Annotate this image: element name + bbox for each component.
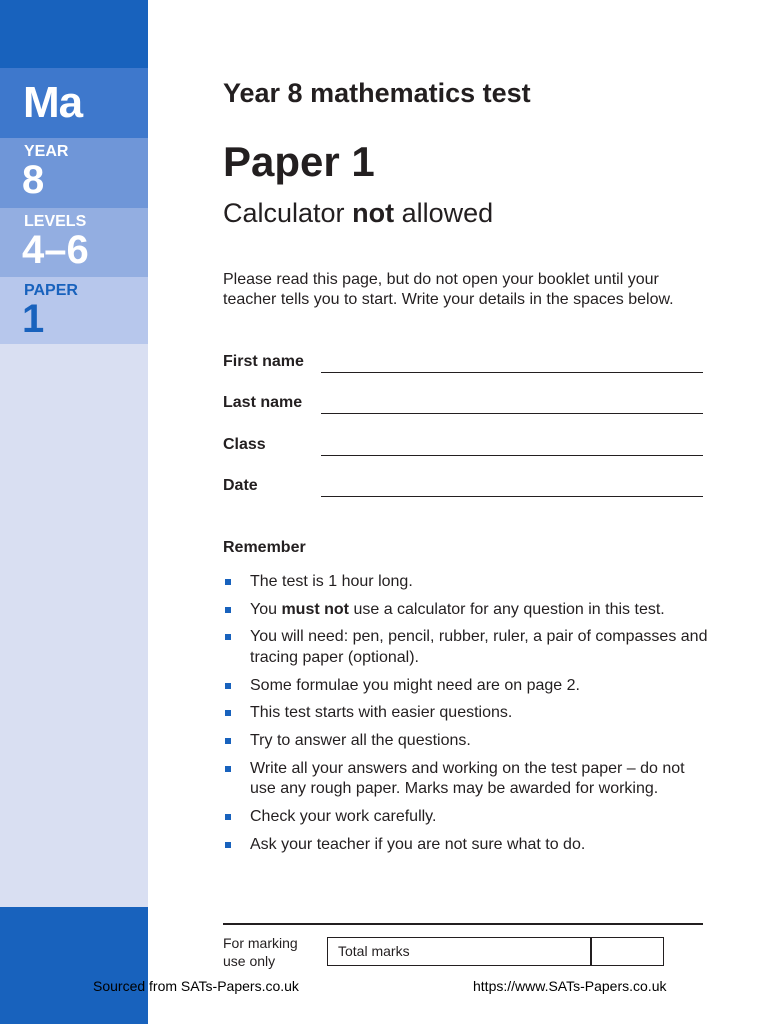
list-item-text: Some formulae you might need are on page 2. — [250, 676, 580, 694]
list-item-text: Try to answer all the questions. — [250, 731, 471, 749]
list-item-text: You will need: pen, pencil, rubber, ruler, a pair of compasses and tracing paper (optional). — [250, 628, 708, 666]
total-marks-label: Total marks — [338, 943, 410, 959]
sidebar — [0, 0, 148, 1024]
class-label: Class — [223, 436, 266, 453]
list-item — [223, 835, 713, 856]
bullet-square-icon — [225, 842, 231, 848]
calculator-rule — [223, 198, 493, 229]
first-name-field[interactable] — [223, 353, 703, 377]
list-item — [223, 703, 713, 724]
list-item — [223, 627, 713, 668]
bullet-square-icon — [225, 814, 231, 820]
list-item — [223, 731, 713, 752]
source-credit: Sourced from SATs-Papers.co.uk — [93, 978, 299, 994]
bullet-square-icon — [225, 634, 231, 640]
class-line[interactable] — [321, 455, 703, 456]
total-marks-field[interactable] — [590, 937, 664, 966]
levels-label: LEVELS — [24, 213, 87, 230]
list-item-text: The test is 1 hour long. — [250, 573, 413, 590]
list-item-text-after: use a calculator for any question in this test. — [349, 600, 665, 618]
year-value: 8 — [22, 158, 45, 202]
remember-heading: Remember — [223, 539, 306, 556]
test-title: Year 8 mathematics test — [223, 78, 531, 108]
bullet-square-icon — [225, 710, 231, 716]
list-item-text: Check your work carefully. — [250, 807, 437, 825]
first-name-line[interactable] — [321, 372, 703, 373]
date-label: Date — [223, 477, 258, 494]
last-name-label: Last name — [223, 394, 303, 411]
date-line[interactable] — [321, 496, 703, 497]
list-item-text: Write all your answers and working on the test paper – do not use any rough paper. Marks may be awarded for working. — [250, 759, 685, 798]
paper-block — [0, 277, 148, 344]
bullet-square-icon — [225, 766, 231, 772]
first-name-label: First name — [223, 353, 304, 370]
calculator-prefix: Calculator — [223, 198, 345, 228]
paper-title: Paper 1 — [223, 138, 375, 185]
last-name-field[interactable] — [223, 394, 703, 418]
calculator-suffix: allowed — [401, 198, 494, 228]
last-name-line[interactable] — [321, 413, 703, 414]
levels-value: 4–6 — [22, 228, 89, 272]
subject-block — [0, 68, 148, 138]
bullet-square-icon — [225, 683, 231, 689]
paper-value: 1 — [22, 297, 45, 341]
list-item — [223, 759, 713, 800]
date-field[interactable] — [223, 477, 703, 501]
list-item — [223, 572, 713, 593]
source-url-link[interactable]: https://www.SATs-Papers.co.uk — [473, 978, 667, 994]
list-item-text: This test starts with easier questions. — [250, 704, 513, 722]
intro-instructions: Please read this page, but do not open your booklet until your teacher tells you to start. Write your details in the spaces below. — [223, 271, 674, 308]
year-label: YEAR — [24, 143, 69, 160]
marking-label: For marking use only — [223, 935, 298, 969]
divider — [223, 923, 703, 925]
list-item — [223, 676, 713, 697]
sidebar-top-band — [0, 0, 148, 68]
list-item — [223, 807, 713, 828]
bullet-square-icon — [225, 579, 231, 585]
class-field[interactable] — [223, 436, 703, 460]
subject-label: Ma — [23, 78, 83, 127]
bullet-square-icon — [225, 607, 231, 613]
calculator-emphasis: not — [352, 198, 395, 228]
year-block — [0, 138, 148, 208]
sidebar-bottom-band — [0, 907, 148, 1024]
list-item-text: Ask your teacher if you are not sure what to do. — [250, 835, 586, 853]
levels-block — [0, 208, 148, 277]
remember-list — [223, 572, 713, 862]
list-item — [223, 600, 713, 621]
total-marks-box — [327, 937, 592, 966]
list-item-emphasis: must not — [281, 600, 349, 618]
paper-label: PAPER — [24, 282, 78, 299]
bullet-square-icon — [225, 738, 231, 744]
list-item-text-before: You — [250, 600, 282, 618]
